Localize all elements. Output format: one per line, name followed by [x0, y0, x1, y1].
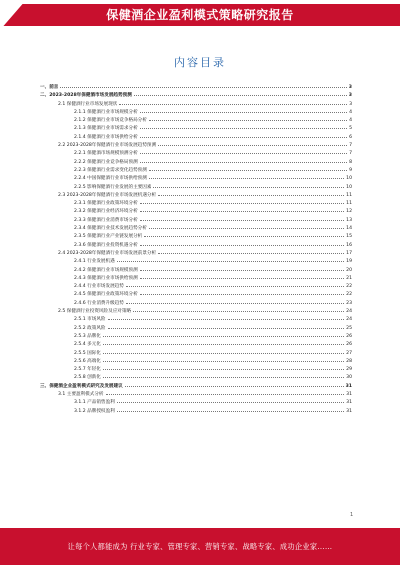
toc-leader-dots: [153, 187, 344, 188]
toc-entry[interactable]: [40, 283, 352, 291]
toc-entry[interactable]: [40, 391, 352, 399]
toc-entry-page: 4: [349, 118, 352, 124]
toc-entry[interactable]: [40, 101, 352, 109]
toc-entry[interactable]: [40, 242, 352, 250]
toc-entry-label: 2.2.3 保健酒行业需求变化趋势预测: [74, 167, 147, 173]
toc-entry[interactable]: [40, 325, 352, 333]
toc-entry-page: 11: [346, 201, 352, 207]
toc-entry-label: 2.2.2 保健酒行业竞争格局预测: [74, 159, 138, 165]
toc-entry[interactable]: [40, 200, 352, 208]
toc-entry-label: 2.3 2023-2028年保健酒行业市场发展机遇分析: [58, 192, 157, 198]
toc-leader-dots: [103, 353, 344, 354]
toc-leader-dots: [108, 328, 345, 329]
toc-leader-dots: [103, 336, 344, 337]
toc-entry-page: 11: [346, 192, 352, 198]
toc-entry-label: 2.5.2 政策风险: [74, 325, 106, 331]
toc-entry[interactable]: [40, 300, 352, 308]
toc-entry[interactable]: [40, 333, 352, 341]
toc-entry[interactable]: [40, 366, 352, 374]
toc-leader-dots: [103, 361, 344, 362]
toc-entry-label: 2.1.1 保健酒行业市场规模分析: [74, 109, 138, 115]
toc-entry[interactable]: [40, 408, 352, 416]
toc-entry[interactable]: [40, 142, 352, 150]
toc-leader-dots: [140, 245, 344, 246]
toc-leader-dots: [140, 137, 347, 138]
toc-entry-label: 2.3.1 保健酒行业政策环境分析: [74, 201, 138, 207]
toc-entry-label: 2.5.7 年轻化: [74, 367, 101, 373]
toc-entry-label: 2.4 2023-2028年保健酒行业市场发展前景分析: [58, 250, 157, 256]
toc-entry-label: 2.5.3 品牌化: [74, 333, 101, 339]
toc-entry-label: 2.5.8 创新化: [74, 375, 101, 381]
toc-entry[interactable]: [40, 167, 352, 175]
toc-entry[interactable]: [40, 208, 352, 216]
toc-entry[interactable]: [40, 84, 352, 92]
toc-leader-dots: [117, 261, 344, 262]
toc-entry-page: 20: [346, 267, 352, 273]
toc-leader-dots: [108, 319, 345, 320]
toc-entry-label: 3.1 主要盈利模式分析: [58, 391, 104, 397]
toc-leader-dots: [140, 112, 347, 113]
toc-entry-page: 3: [348, 93, 352, 99]
toc-entry[interactable]: [40, 350, 352, 358]
toc-entry-label: 2.3.6 保健酒行业投资机遇分析: [74, 242, 138, 248]
toc-entry[interactable]: [40, 258, 352, 266]
toc-leader-dots: [103, 344, 344, 345]
toc-entry-page: 9: [349, 167, 352, 173]
page-header: [0, 0, 400, 34]
toc-leader-dots: [140, 203, 344, 204]
toc-entry[interactable]: [40, 291, 352, 299]
toc-entry-label: 三、保健酒企业盈利模式研究及发展建议: [40, 383, 123, 389]
toc-entry-label: 2.3.2 保健酒行业经济环境分析: [74, 209, 138, 215]
toc-entry[interactable]: [40, 192, 352, 200]
toc-entry[interactable]: [40, 117, 352, 125]
toc-entry[interactable]: [40, 159, 352, 167]
toc-entry-page: 24: [346, 317, 352, 323]
toc-entry[interactable]: [40, 383, 352, 391]
toc-entry-page: 4: [349, 109, 352, 115]
toc-entry-label: 2.1.4 保健酒行业市场供给分析: [74, 134, 138, 140]
toc-entry[interactable]: [40, 267, 352, 275]
toc-entry[interactable]: [40, 125, 352, 133]
toc-leader-dots: [140, 220, 344, 221]
toc-entry-page: 16: [346, 242, 352, 248]
toc-entry[interactable]: [40, 109, 352, 117]
toc-entry-label: 2.4.6 行业消费升级趋势: [74, 300, 124, 306]
toc-leader-dots: [60, 87, 346, 88]
toc-entry-page: 25: [346, 325, 352, 331]
toc-entry[interactable]: [40, 308, 352, 316]
toc-entry-label: 二、2023-2028年保健酒市场发展趋势预测: [40, 93, 132, 99]
toc-entry-label: 3.1.2 品牌授权盈利: [74, 408, 115, 414]
toc-entry-page: 24: [346, 309, 352, 315]
toc-entry-label: 2.2.5 影响保健酒行业发展的主要因素: [74, 184, 152, 190]
toc-entry-page: 8: [349, 159, 352, 165]
toc-entry-page: 31: [346, 391, 352, 397]
page-number: 1: [350, 512, 354, 518]
toc-entry[interactable]: [40, 134, 352, 142]
toc-leader-dots: [144, 236, 344, 237]
toc-entry-label: 2.5.4 多元化: [74, 342, 101, 348]
toc-entry-label: 2.5.1 市场风险: [74, 317, 106, 323]
toc-entry-page: 23: [346, 300, 352, 306]
toc-entry[interactable]: [40, 150, 352, 158]
toc-leader-dots: [140, 270, 344, 271]
footer-slogan: 让每个人都能成为 行业专家、管理专家、营销专家、战略专家、成功企业家……: [67, 542, 333, 551]
page-footer: [0, 528, 400, 565]
toc-entry-label: 2.4.1 行业发展机遇: [74, 259, 115, 265]
toc-entry-label: 2.3.3 保健酒行业消费市场分析: [74, 217, 138, 223]
toc-entry-label: 2.5 保健酒行业投资风险及应对策略: [58, 309, 132, 315]
toc-leader-dots: [126, 303, 344, 304]
toc-leader-dots: [149, 228, 344, 229]
toc-entry[interactable]: [40, 358, 352, 366]
toc-entry[interactable]: [40, 399, 352, 407]
toc-leader-dots: [140, 153, 347, 154]
toc-entry[interactable]: [40, 217, 352, 225]
toc-entry-label: 一、前言: [40, 85, 59, 90]
toc-leader-dots: [140, 211, 344, 212]
toc-entry-page: 15: [346, 234, 352, 240]
toc-entry-page: 5: [349, 126, 352, 132]
toc-entry[interactable]: [40, 92, 352, 100]
toc-entry-page: 29: [346, 367, 352, 373]
toc-entry-label: 2.4.5 保健酒行业政策环境分析: [74, 292, 138, 298]
toc-entry-page: 27: [346, 350, 352, 356]
toc-entry-label: 2.2 2023-2028年保健酒行业市场发展趋势预测: [58, 143, 157, 149]
toc-leader-dots: [158, 145, 347, 146]
table-of-contents: [40, 84, 352, 416]
toc-leader-dots: [103, 377, 344, 378]
toc-leader-dots: [117, 402, 344, 403]
toc-entry-label: 2.3.4 保健酒行业技术发展趋势分析: [74, 226, 147, 232]
toc-leader-dots: [106, 394, 345, 395]
toc-heading: 内容目录: [174, 56, 226, 69]
toc-leader-dots: [149, 178, 344, 179]
toc-entry-label: 2.2.4 中国保健酒行业市场供给预测: [74, 176, 147, 182]
toc-leader-dots: [158, 195, 344, 196]
toc-entry-page: 14: [346, 226, 352, 232]
toc-leader-dots: [126, 286, 344, 287]
toc-entry-label: 2.1.3 保健酒行业市场需求分析: [74, 126, 138, 132]
toc-entry[interactable]: [40, 184, 352, 192]
toc-entry[interactable]: [40, 341, 352, 349]
toc-entry-label: 2.5.5 国际化: [74, 350, 101, 356]
toc-leader-dots: [133, 311, 344, 312]
toc-entry-page: 21: [346, 275, 352, 281]
toc-entry-page: 19: [346, 259, 352, 265]
toc-entry-page: 22: [346, 284, 352, 290]
toc-entry[interactable]: [40, 316, 352, 324]
toc-entry-page: 10: [346, 176, 352, 182]
toc-entry-label: 2.2.1 保健酒市场规模预测分析: [74, 151, 138, 157]
toc-entry-page: 31: [346, 400, 352, 406]
toc-entry-page: 3: [348, 85, 352, 90]
toc-leader-dots: [140, 162, 347, 163]
toc-leader-dots: [125, 386, 344, 387]
toc-entry-page: 7: [349, 151, 352, 157]
toc-entry-label: 2.1.2 保健酒行业市场竞争格局分析: [74, 118, 147, 124]
report-title: 保健酒企业盈利模式策略研究报告: [106, 8, 294, 22]
toc-leader-dots: [117, 411, 344, 412]
toc-entry-page: 22: [346, 292, 352, 298]
toc-entry-page: 31: [346, 408, 352, 414]
toc-entry-label: 2.1 保健酒行业市场发展现状: [58, 101, 118, 107]
toc-entry[interactable]: [40, 233, 352, 241]
toc-entry-label: 2.3.5 保健酒行业产业链发展分析: [74, 234, 143, 240]
toc-leader-dots: [140, 294, 344, 295]
toc-entry-label: 2.4.2 保健酒行业市场规模预测: [74, 267, 138, 273]
toc-leader-dots: [134, 95, 347, 96]
toc-entry[interactable]: [40, 374, 352, 382]
toc-entry-label: 2.4.3 保健酒行业市场供给预测: [74, 275, 138, 281]
toc-entry-page: 7: [349, 143, 352, 149]
toc-entry[interactable]: [40, 175, 352, 183]
toc-entry-page: 17: [346, 250, 352, 256]
toc-leader-dots: [119, 104, 347, 105]
toc-entry-label: 2.4.4 行业市场发展趋势: [74, 284, 124, 290]
toc-entry-page: 31: [345, 383, 352, 389]
toc-entry-page: 10: [346, 184, 352, 190]
toc-entry-page: 26: [346, 342, 352, 348]
toc-entry-label: 3.1.1 产品销售盈利: [74, 400, 115, 406]
toc-entry-page: 3: [349, 101, 352, 107]
toc-leader-dots: [103, 369, 344, 370]
toc-entry[interactable]: [40, 225, 352, 233]
toc-leader-dots: [158, 253, 344, 254]
toc-entry-label: 2.5.6 高端化: [74, 358, 101, 364]
toc-entry[interactable]: [40, 275, 352, 283]
toc-leader-dots: [149, 170, 347, 171]
toc-entry-page: 30: [346, 375, 352, 381]
toc-entry-page: 26: [346, 333, 352, 339]
toc-entry-page: 6: [349, 134, 352, 140]
toc-entry[interactable]: [40, 250, 352, 258]
toc-entry-page: 12: [346, 209, 352, 215]
toc-entry-page: 28: [346, 358, 352, 364]
toc-entry-page: 13: [346, 217, 352, 223]
toc-leader-dots: [140, 128, 347, 129]
toc-leader-dots: [149, 120, 347, 121]
toc-leader-dots: [140, 278, 344, 279]
